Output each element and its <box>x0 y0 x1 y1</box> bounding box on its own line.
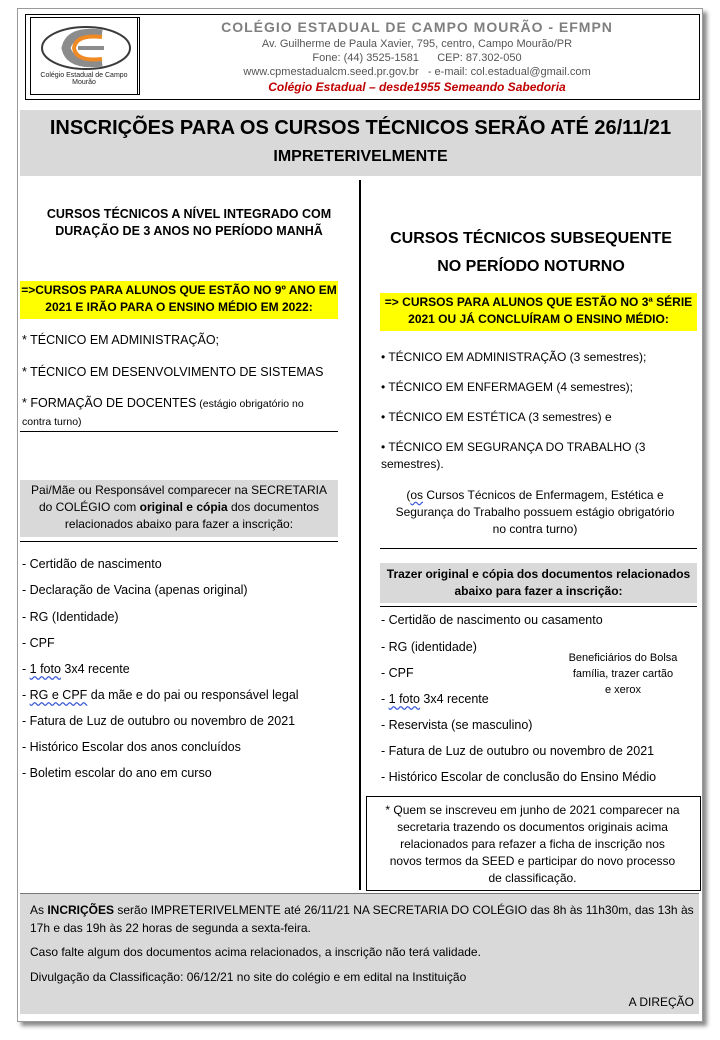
june-line3: relacionados para refazer a ficha de inscrição nos <box>400 837 665 851</box>
school-name: COLÉGIO ESTADUAL DE CAMPO MOURÃO - EFMPN <box>221 19 613 35</box>
school-logo-icon <box>40 24 132 72</box>
left-doc-5c: 3x4 recente <box>60 662 130 676</box>
footer-signature: A DIREÇÃO <box>628 995 694 1009</box>
left-instructions <box>20 482 338 533</box>
left-doc-5 <box>22 661 130 678</box>
footer-p1b: INCRIÇÕES <box>47 903 115 917</box>
right-doc-6: - Fatura de Luz de outubro ou novembro de 2021 <box>381 744 655 758</box>
right-course-2: • TÉCNICO EM ENFERMAGEM (4 semestres); <box>381 380 634 394</box>
left-doc-3: - RG (Identidade) <box>22 610 119 624</box>
left-heading-line1: CURSOS TÉCNICOS A NÍVEL INTEGRADO COM <box>46 207 332 221</box>
left-heading <box>22 206 356 240</box>
left-instr-line3: relacionados abaixo para fazer a inscrição: <box>64 517 294 531</box>
left-course-2: * TÉCNICO EM DESENVOLVIMENTO DE SISTEMAS <box>22 365 324 379</box>
june-line4: novos termos da SEED e participar do novo processo <box>389 854 676 868</box>
left-instr-line1: Pai/Mãe ou Responsável comparecer na SECRETARIA <box>31 483 327 497</box>
footer-validity: Caso falte algum dos documentos acima relacionados, a inscrição não terá validade. <box>30 945 481 959</box>
right-doc-2: - RG (identidade) <box>381 640 477 654</box>
right-doc-5: - Reservista (se masculino) <box>381 718 533 732</box>
footer-classification: Divulgação da Classificação: 06/12/21 no site do colégio e em edital na Instituição <box>30 970 467 984</box>
right-course-3: • TÉCNICO EM ESTÉTICA (3 semestres) e <box>381 410 612 424</box>
right-rule-1 <box>380 548 697 549</box>
left-instr-2a: do COLÉGIO com <box>38 500 140 514</box>
left-instr-line2 <box>20 499 338 516</box>
june-line5: de classificação. <box>488 871 577 885</box>
left-rule-1 <box>20 431 338 432</box>
right-note-1a: ( <box>406 488 411 502</box>
left-course-3-label: * FORMAÇÃO DE DOCENTES <box>22 396 197 410</box>
school-contact-line <box>140 66 694 78</box>
right-highlight-line2: 2021 OU JÁ CONCLUÍRAM O ENSINO MÉDIO: <box>408 312 669 326</box>
left-course-3-note-b: contra turno) <box>22 416 82 428</box>
right-note-line2: Segurança do Trabalho possuem estágio obrigatório <box>395 505 675 519</box>
right-note-1c: Cursos Técnicos de Enfermagem, Estética e <box>423 488 664 502</box>
right-bring-line1: Trazer original e cópia dos documentos relacionados <box>386 567 691 581</box>
right-course-4b: semestres). <box>381 457 444 471</box>
right-doc-4c: 3x4 recente <box>419 692 489 706</box>
bolsa-familia-note <box>548 650 698 698</box>
left-doc-4: - CPF <box>22 636 55 650</box>
footer-p1c: serão IMPRETERIVELMENTE até 26/11/21 NA SECRETARIA DO COLÉGIO das 8h às 11h30m, das 13h às <box>114 903 694 917</box>
main-subtitle: IMPRETERIVELMENTE <box>273 148 448 165</box>
june-note <box>366 802 699 887</box>
right-doc-4b: 1 foto <box>388 692 420 706</box>
june-line2: secretaria trazendo os documentos originais acima <box>397 820 668 834</box>
bolsa-line1: Beneficiários do Bolsa <box>568 652 678 664</box>
right-bring-line2: abaixo para fazer a inscrição: <box>454 584 623 598</box>
right-course-1: • TÉCNICO EM ADMINISTRAÇÃO (3 semestres); <box>381 350 647 364</box>
right-heading-line1: CURSOS TÉCNICOS SUBSEQUENTE <box>390 230 672 247</box>
left-rule-2 <box>20 541 338 542</box>
right-doc-4a: - <box>381 692 389 706</box>
june-line1: * Quem se inscreveu em junho de 2021 comparecer na <box>385 803 680 817</box>
right-doc-1: - Certidão de nascimento ou casamento <box>381 613 603 627</box>
footer-p1d: 17h e das 19h às 22 horas de segunda a sexta-feira. <box>30 921 311 935</box>
right-note-line1 <box>370 487 700 504</box>
school-address: Av. Guilherme de Paula Xavier, 795, centro, Campo Mourão/PR <box>261 38 573 50</box>
right-highlight <box>380 294 697 328</box>
left-instr-2b: original e cópia <box>139 500 228 514</box>
right-heading <box>366 225 696 281</box>
left-course-1: * TÉCNICO EM ADMINISTRAÇÃO; <box>22 333 220 347</box>
school-motto: Colégio Estadual – desde1955 Semeando Sabedoria <box>268 80 566 94</box>
logo-caption: Colégio Estadual de Campo Mourão <box>40 72 128 86</box>
column-divider <box>359 180 361 890</box>
right-internship-note <box>370 487 700 538</box>
right-course-4: • TÉCNICO EM SEGURANÇA DO TRABALHO (3 <box>381 440 646 454</box>
right-rule-2 <box>380 606 697 607</box>
right-heading-line2: NO PERÍODO NOTURNO <box>437 258 625 275</box>
bolsa-line2: família, trazer cartão <box>572 668 674 680</box>
footer-deadline <box>30 901 695 937</box>
left-doc-2: - Declaração de Vacina (apenas original) <box>22 583 248 597</box>
left-instr-2c: dos documentos <box>227 500 320 514</box>
school-site[interactable]: www.cpmestadualcm.seed.pr.gov.br <box>243 66 419 78</box>
school-phone: Fone: (44) 3525-1581 <box>312 52 419 64</box>
school-cep: CEP: 87.302-050 <box>437 52 522 64</box>
left-highlight-line1: =>CURSOS PARA ALUNOS QUE ESTÃO NO 9º ANO EM <box>21 283 337 297</box>
right-highlight-line1: => CURSOS PARA ALUNOS QUE ESTÃO NO 3ª SÉRIE <box>384 295 693 309</box>
right-note-1b: os <box>410 488 424 502</box>
left-course-3-note: (estágio obrigatório no <box>196 398 304 410</box>
bolsa-line3: e xerox <box>604 684 642 696</box>
left-doc-6b: RG e CPF <box>29 688 88 702</box>
right-note-line3: no contra turno) <box>492 522 578 536</box>
footer-p1a: As <box>30 903 48 917</box>
right-doc-7: - Histórico Escolar de conclusão do Ensino Médio <box>381 770 657 784</box>
left-heading-line2: DURAÇÃO DE 3 ANOS NO PERÍODO MANHÃ <box>55 224 323 238</box>
left-doc-1: - Certidão de nascimento <box>22 557 162 571</box>
left-course-3 <box>22 395 342 431</box>
left-doc-5a: - <box>22 662 30 676</box>
left-doc-5b: 1 foto <box>29 662 61 676</box>
left-highlight <box>20 282 338 316</box>
right-doc-3: - CPF <box>381 666 414 680</box>
left-doc-9: - Boletim escolar do ano em curso <box>22 766 212 780</box>
school-phone-line <box>140 52 694 64</box>
school-email[interactable]: - e-mail: col.estadual@gmail.com <box>427 66 591 78</box>
left-doc-7: - Fatura de Luz de outubro ou novembro de 2021 <box>22 714 296 728</box>
left-doc-6c: da mãe e do pai ou responsável legal <box>87 688 299 702</box>
left-highlight-line2: 2021 E IRÃO PARA O ENSINO MÉDIO EM 2022: <box>45 300 313 314</box>
right-doc-4 <box>381 691 489 708</box>
left-doc-6a: - <box>22 688 30 702</box>
main-title: INSCRIÇÕES PARA OS CURSOS TÉCNICOS SERÃO ATÉ 26/11/21 <box>49 117 672 139</box>
left-doc-8: - Histórico Escolar dos anos concluídos <box>22 740 241 754</box>
right-bring <box>380 566 697 600</box>
left-doc-6 <box>22 687 299 704</box>
